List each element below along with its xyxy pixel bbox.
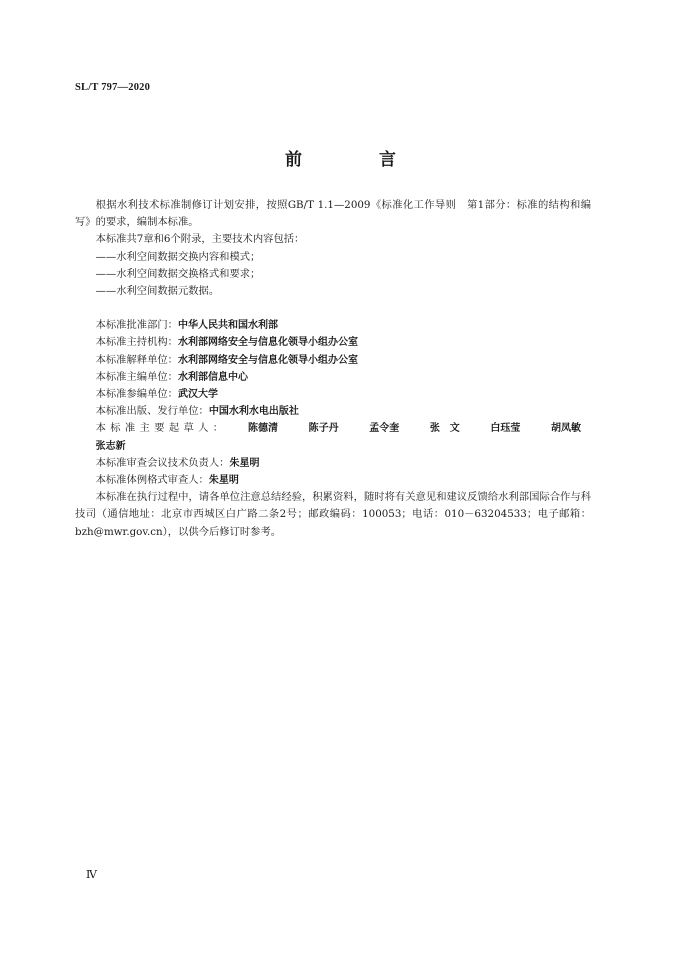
drafter-name: 张 文 [429,423,460,435]
drafters-line [75,420,591,454]
format-reviewer-line [75,472,591,489]
publisher-line [75,403,591,420]
chief-editor-line [75,369,591,386]
approval-line [75,317,591,334]
page-title: 前 言 [285,150,426,170]
contents-paragraph: 本标准共7章和6个附录，主要技术内容包括： [95,233,305,246]
host-value: 水利部网络安全与信息化领导小组办公室 [177,337,358,349]
interpreter-line [75,352,591,369]
format-reviewer-label: 本标准体例格式审查人： [95,474,209,487]
content-item: ——水利空间数据交换内容和模式； [95,250,261,263]
review-lead-value: 朱星明 [229,457,260,469]
co-editor-value: 武汉大学 [177,389,218,401]
drafter-name: 陈子丹 [308,423,339,435]
feedback-paragraph: 本标准在执行过程中，请各单位注意总结经验，积累资料，随时将有关意见和建议反馈给水利部国际合作与科技司（通信地址：北京市西城区白广路二条2号；邮政编码：100053；电话：010－63204533；电子邮箱：bzh@mwr.gov.cn），以供今后修订时参考。 [75,491,591,538]
host-label: 本标准主持机构： [95,336,178,349]
chief-editor-label: 本标准主编单位： [95,370,178,383]
interpreter-value: 水利部网络安全与信息化领导小组办公室 [177,354,358,366]
document-body [75,197,591,541]
content-item: ——水利空间数据交换格式和要求； [95,267,261,280]
section-gap [75,300,591,317]
drafter-name: 白珏莹 [490,423,521,435]
drafter-name: 胡凤敏 [551,423,581,435]
co-editor-line [75,386,591,403]
review-lead-line [75,455,591,472]
chief-editor-value: 水利部信息中心 [177,371,248,383]
approval-value: 中华人民共和国水利部 [177,320,278,332]
review-lead-label: 本标准审查会议技术负责人： [95,456,230,469]
drafters-label: 本标准主要起草人： [95,422,228,435]
drafter-name: 孟令奎 [369,423,400,435]
co-editor-label: 本标准参编单位： [95,388,178,401]
publisher-value: 中国水利水电出版社 [208,406,299,418]
drafter-name: 陈德清 [248,423,279,435]
approval-label: 本标准批准部门： [95,319,178,332]
publisher-label: 本标准出版、发行单位： [95,405,209,418]
format-reviewer-value: 朱星明 [208,475,239,487]
host-line [75,334,591,351]
standard-code-header: SL/T 797—2020 [75,82,151,93]
drafter-name: 张志新 [95,440,126,452]
page-number: Ⅳ [86,869,97,881]
interpreter-label: 本标准解释单位： [95,353,178,366]
intro-paragraph: 根据水利技术标准制修订计划安排，按照GB/T 1.1—2009《标准化工作导则 第1部分：标准的结构和编写》的要求，编制本标准。 [75,199,591,229]
content-item: ——水利空间数据元数据。 [95,285,220,298]
